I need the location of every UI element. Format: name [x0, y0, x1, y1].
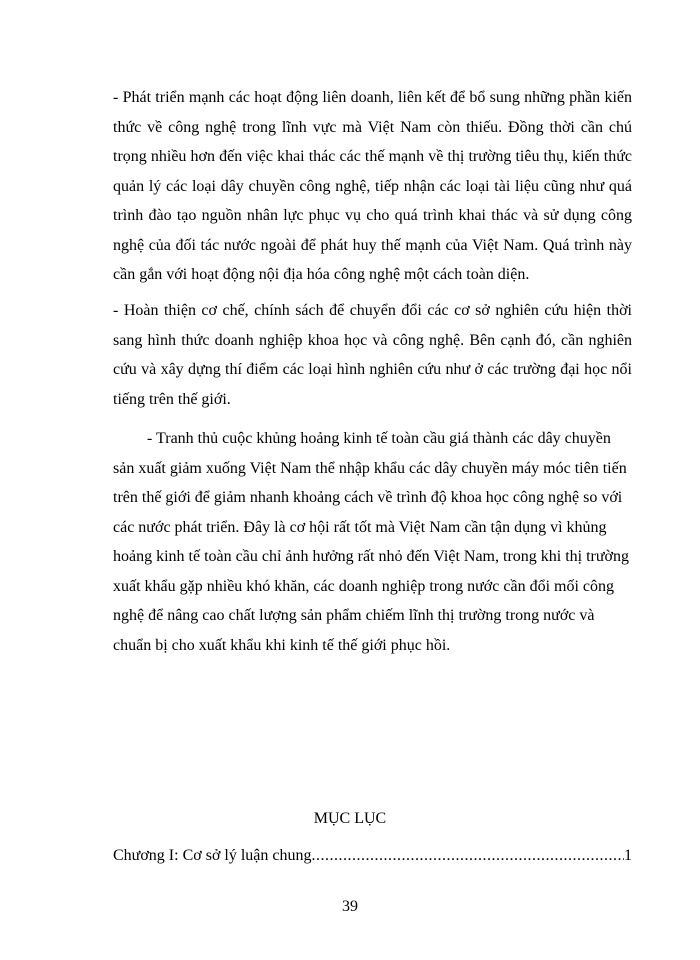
paragraph-joint-ventures: - Phát triển mạnh các hoạt động liên doanh, liên kết để bổ sung những phần kiến thức về công nghệ trong lĩnh vực mà Việt Nam còn thiếu. Đồng thời cần chú trọng nhiều hơn đến việc khai thác các thế mạnh về thị trường tiêu thụ, kiến thức quản lý các loại dây chuyền công nghệ, tiếp nhận các loại tài liệu cũng như quá trình đào tạo nguồn nhân lực phục vụ cho quá trình khai thác và sử dụng công nghệ của đối tác nước ngoài để phát huy thế mạnh của Việt Nam. Quá trình này cần gắn với hoạt động nội địa hóa công nghệ một cách toàn diện. — [113, 89, 632, 283]
paragraph-economic-crisis: - Tranh thủ cuộc khủng hoảng kinh tế toàn cầu giá thành các dây chuyền sản xuất giảm xuống Việt Nam thể nhập khẩu các dây chuyền máy móc tiên tiến trên thế giới để giảm nhanh khoảng cách về trình độ khoa học công nghệ so với các nước phát triển. Đây là cơ hội rất tốt mà Việt Nam cần tận dụng vì khủng hoảng kinh tế toàn cầu chỉ ảnh hưởng rất nhỏ đến Việt Nam, trong khi thị trường xuất khẩu gặp nhiều khó khăn, các doanh nghiệp trong nước cần đổi mối công nghệ để nâng cao chất lượng sản phẩm chiếm lĩnh thị trường trong nước và chuẩn bị cho xuất khẩu khi kinh tế thế giới phục hồi. — [113, 430, 630, 654]
toc-entry-page: 1 — [624, 847, 632, 864]
toc-dot-leader — [312, 847, 625, 865]
toc-entry-label: Chương I: Cơ sở lý luận chung — [113, 847, 312, 864]
toc-title: MỤC LỤC — [313, 810, 387, 827]
page-number: 39 — [342, 898, 358, 915]
paragraph-research-reform: - Hoàn thiện cơ chế, chính sách để chuyển đổi các cơ sở nghiên cứu hiện thời sang hình thức doanh nghiệp khoa học và công nghệ. Bên cạnh đó, cần nghiên cứu và xây dựng thí điểm các loại hình nghiên cứu như ở các trường đại học nổi tiếng trên thế giới. — [113, 302, 632, 408]
toc-entry[interactable] — [113, 847, 632, 865]
